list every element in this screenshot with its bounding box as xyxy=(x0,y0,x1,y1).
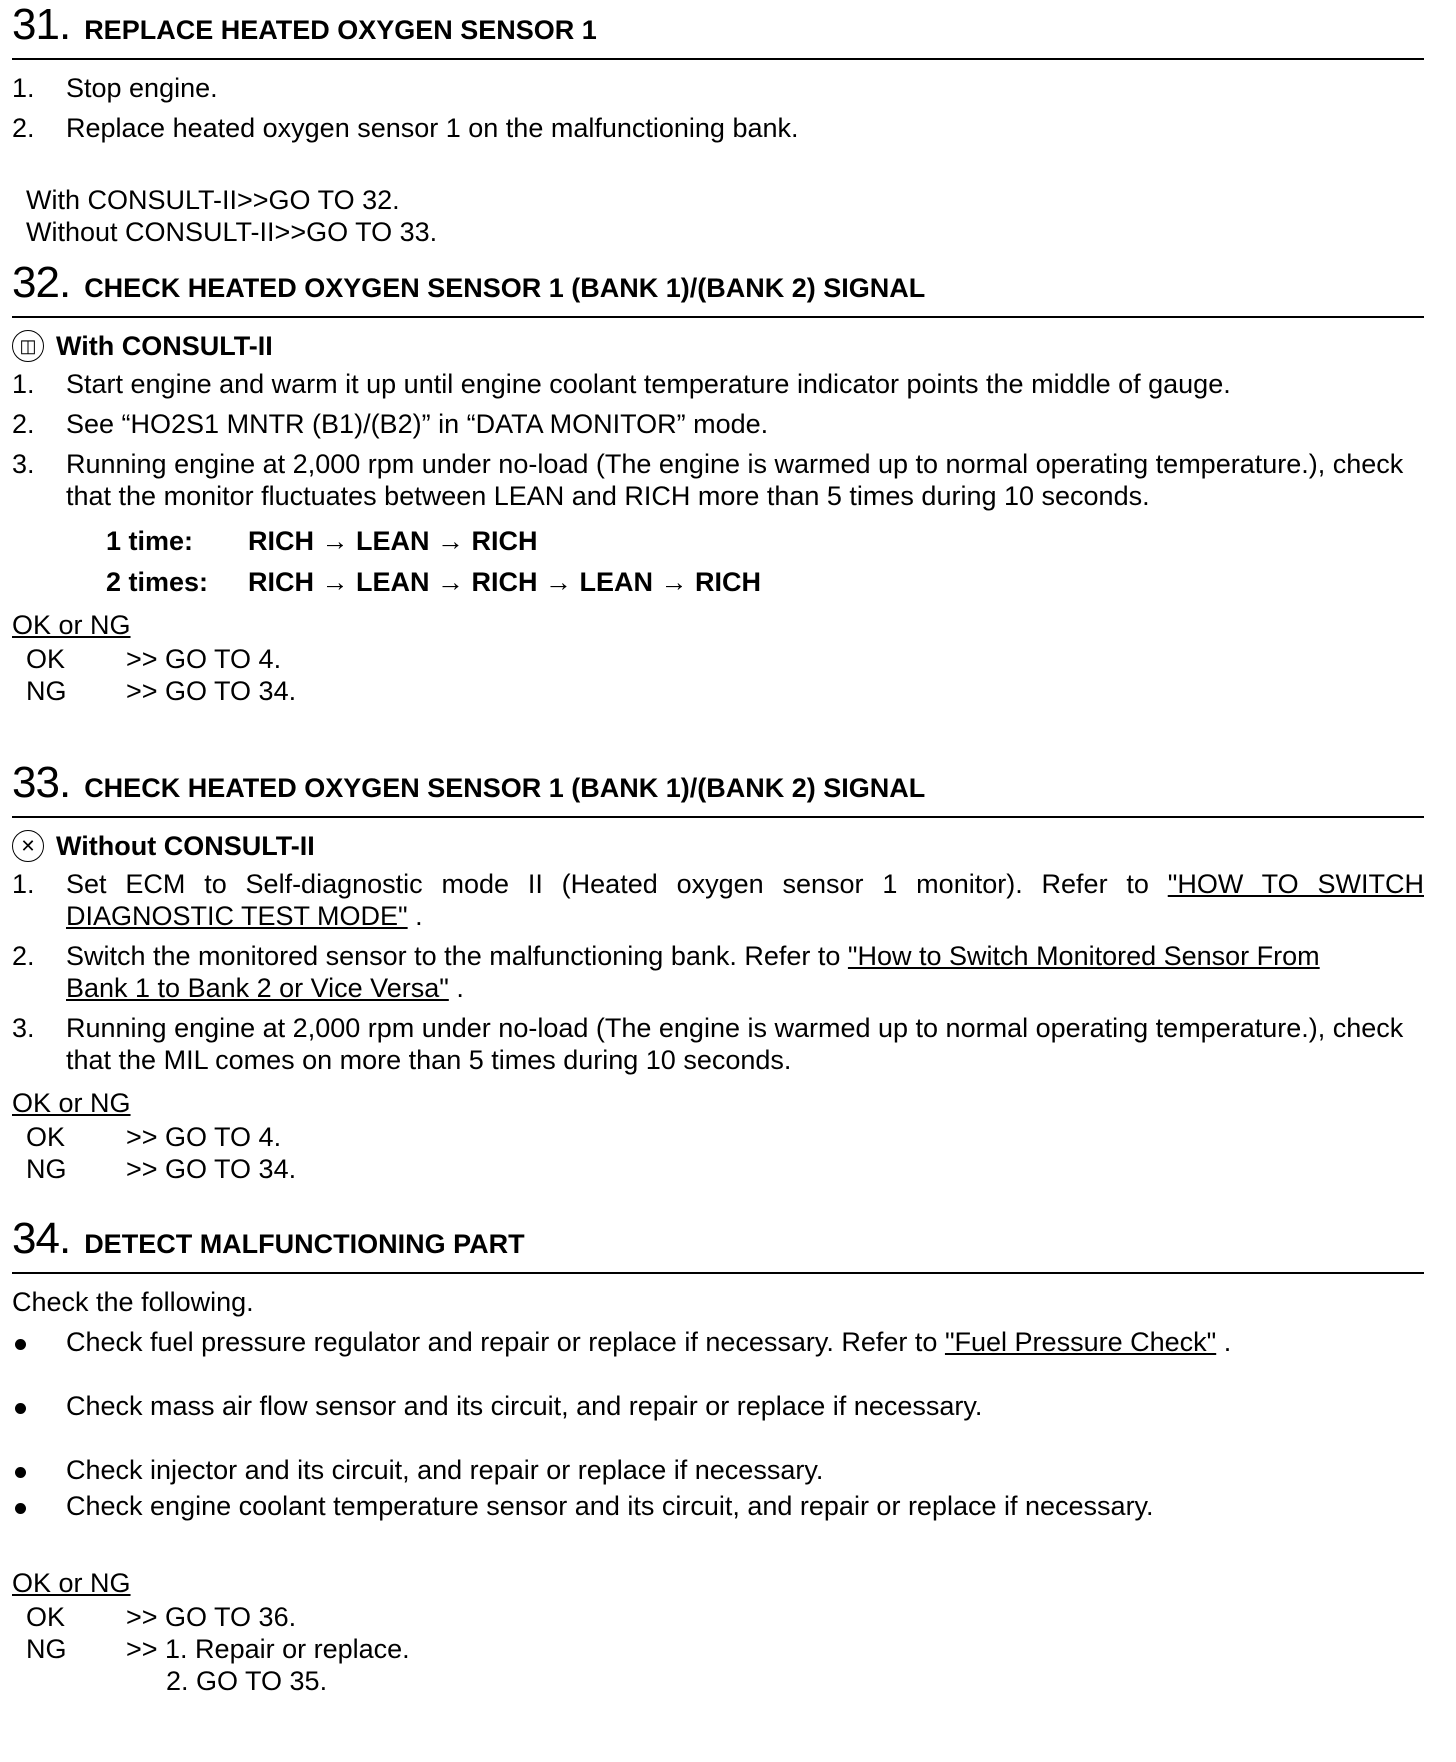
list-item xyxy=(12,408,1424,440)
item-tail: . xyxy=(1216,1327,1232,1357)
list-item xyxy=(12,72,1424,104)
step-header xyxy=(12,258,1424,318)
item-text: Replace heated oxygen sensor 1 on the malfunctioning bank. xyxy=(66,113,799,143)
item-body: Set ECM to Self-diagnostic mode II (Heated oxygen sensor 1 monitor). Refer to xyxy=(66,869,1168,899)
item-text: Check mass air flow sensor and its circuit, and repair or replace if necessary. xyxy=(66,1391,983,1421)
item-tail: . xyxy=(407,901,423,931)
result-label: OK xyxy=(26,1122,66,1152)
item-text: Running engine at 2,000 rpm under no-load (The engine is warmed up to normal operating temperature.), check that the MIL comes on more than 5 times during 10 seconds. xyxy=(66,1013,1404,1075)
step-33 xyxy=(12,758,1424,1214)
step-34 xyxy=(12,1214,1424,1697)
ng-result xyxy=(26,1153,1424,1185)
result-with-consult: With CONSULT-II>>GO TO 32. xyxy=(26,185,400,215)
item-text: See “HO2S1 MNTR (B1)/(B2)” in “DATA MONITOR” mode. xyxy=(66,409,769,439)
step-title: REPLACE HEATED OXYGEN SENSOR 1 xyxy=(84,15,597,45)
list-item xyxy=(12,448,1424,512)
list-item xyxy=(12,1326,1424,1358)
item-number: 1. xyxy=(12,869,35,899)
item-text: Running engine at 2,000 rpm under no-load (The engine is warmed up to normal operating temperature.), check that the monitor fluctuates between LEAN and RICH more than 5 times during 10 seconds. xyxy=(66,449,1404,511)
bullet-icon xyxy=(12,1490,66,1522)
sequence-label: 1 time: xyxy=(106,526,194,556)
result-action: >> GO TO 4. xyxy=(126,1122,282,1152)
item-number: 3. xyxy=(12,449,35,479)
list-item xyxy=(12,940,1424,1004)
result-without-consult: Without CONSULT-II>>GO TO 33. xyxy=(26,217,438,247)
step-32 xyxy=(12,258,1424,758)
step-number: 31 . xyxy=(12,0,70,50)
consult-tool-icon: ◫ xyxy=(12,330,44,362)
consult-subhead xyxy=(12,330,1424,362)
bullet-icon xyxy=(12,1454,66,1486)
result-action: >> GO TO 34. xyxy=(126,1154,297,1184)
ng-result-continued xyxy=(26,1665,1424,1697)
step-title: CHECK HEATED OXYGEN SENSOR 1 (BANK 1)/(BANK 2) SIGNAL xyxy=(84,773,926,803)
manual-page xyxy=(12,0,1424,1697)
subhead-label: Without CONSULT-II xyxy=(56,830,315,861)
step-number: 32 . xyxy=(12,258,70,308)
bullet-icon xyxy=(12,1390,66,1422)
item-tail: . xyxy=(448,973,464,1003)
item-body: Switch the monitored sensor to the malfunctioning bank. Refer to xyxy=(66,941,848,971)
result-label: OK xyxy=(26,644,66,674)
result-action: >> GO TO 36. xyxy=(126,1602,297,1632)
result-action: >> 1. Repair or replace. xyxy=(126,1634,410,1664)
sequence-value: RICH → LEAN → RICH → LEAN → RICH xyxy=(248,567,761,597)
ok-result xyxy=(26,1601,1424,1633)
item-number: 2. xyxy=(12,409,35,439)
result-label: NG xyxy=(26,1154,67,1184)
step-header xyxy=(12,758,1424,818)
item-number: 1. xyxy=(12,369,35,399)
ng-result xyxy=(26,675,1424,707)
result-label: NG xyxy=(26,1634,67,1664)
step-31 xyxy=(12,0,1424,258)
item-text xyxy=(66,940,1424,1004)
list-item xyxy=(12,1454,1424,1486)
no-consult-subhead xyxy=(12,830,1424,862)
result-action: >> GO TO 4. xyxy=(126,644,282,674)
list-item xyxy=(12,1012,1424,1076)
sequence-label: 2 times: xyxy=(106,567,209,597)
step-number: 34 . xyxy=(12,1214,70,1264)
item-text: Check injector and its circuit, and repair or replace if necessary. xyxy=(66,1455,824,1485)
ng-result xyxy=(26,1633,1424,1665)
ok-or-ng-heading: OK or NG xyxy=(12,610,131,640)
step-title: CHECK HEATED OXYGEN SENSOR 1 (BANK 1)/(BANK 2) SIGNAL xyxy=(84,273,926,303)
step-header xyxy=(12,1214,1424,1274)
subhead-label: With CONSULT-II xyxy=(56,330,273,361)
list-item xyxy=(12,868,1424,932)
item-body: Check fuel pressure regulator and repair or replace if necessary. Refer to xyxy=(66,1327,945,1357)
item-text: Check engine coolant temperature sensor and its circuit, and repair or replace if necessary. xyxy=(66,1491,1154,1521)
no-consult-icon: ✕ xyxy=(12,830,44,862)
step-title: DETECT MALFUNCTIONING PART xyxy=(84,1229,525,1259)
step-number: 33 . xyxy=(12,758,70,808)
item-number: 2. xyxy=(12,941,35,971)
item-number: 3. xyxy=(12,1013,35,1043)
list-item xyxy=(12,368,1424,400)
sequence-value: RICH → LEAN → RICH xyxy=(248,526,538,556)
ok-or-ng-heading: OK or NG xyxy=(12,1088,131,1118)
step-header xyxy=(12,0,1424,60)
result-action: >> GO TO 34. xyxy=(126,676,297,706)
ok-or-ng-heading: OK or NG xyxy=(12,1568,131,1598)
fluctuation-sequence xyxy=(106,567,1424,598)
fluctuation-sequence xyxy=(106,526,1424,557)
ok-result xyxy=(26,1121,1424,1153)
item-number: 1. xyxy=(12,73,35,103)
bullet-icon xyxy=(12,1326,66,1358)
list-item xyxy=(12,1490,1424,1522)
list-item xyxy=(12,1390,1424,1422)
item-number: 2. xyxy=(12,113,35,143)
fuel-pressure-check-link[interactable]: "Fuel Pressure Check" xyxy=(944,1327,1217,1357)
result-label: NG xyxy=(26,676,67,706)
result-label: OK xyxy=(26,1602,66,1632)
item-text xyxy=(66,1326,1424,1358)
ok-result xyxy=(26,643,1424,675)
result-action: 2. GO TO 35. xyxy=(166,1666,328,1696)
item-text xyxy=(66,868,1424,932)
item-text: Start engine and warm it up until engine coolant temperature indicator points the middle of gauge. xyxy=(66,369,1231,399)
list-item xyxy=(12,112,1424,144)
intro-text: Check the following. xyxy=(12,1287,254,1317)
item-text: Stop engine. xyxy=(66,73,218,103)
how-to-switch-test-mode-link[interactable]: "HOW TO SWITCH DIAGNOSTIC TEST MODE" xyxy=(66,869,1424,931)
switch-monitored-sensor-link[interactable]: "How to Switch Monitored Sensor From Bank 1 to Bank 2 or Vice Versa" xyxy=(66,941,1320,1003)
